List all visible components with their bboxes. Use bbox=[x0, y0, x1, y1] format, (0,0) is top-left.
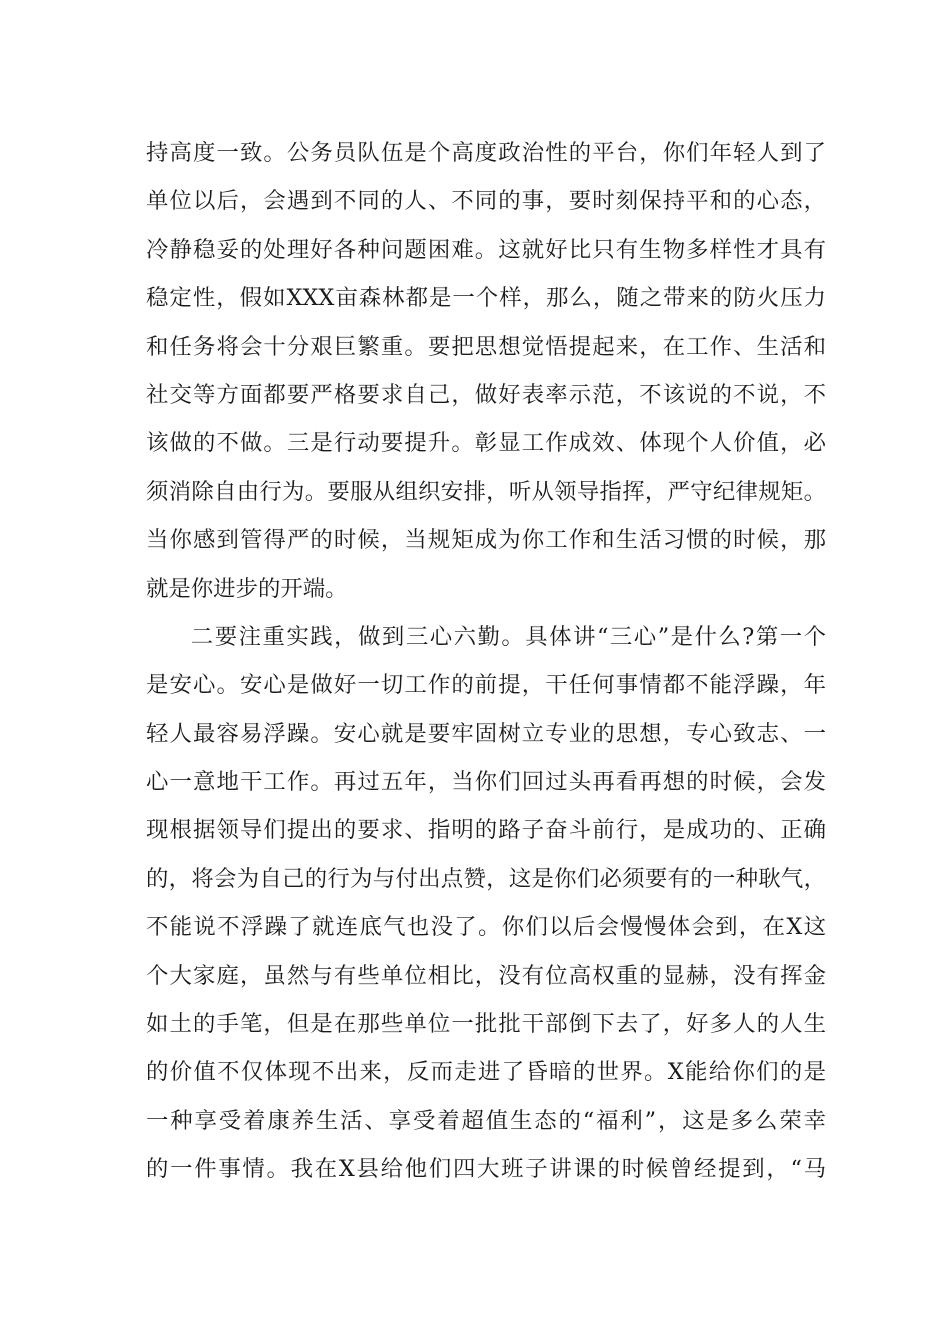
text-line: 现根据领导们提出的要求、指明的路子奋斗前行，是成功的、正确 bbox=[146, 817, 826, 844]
text-line: 单位以后，会遇到不同的人、不同的事，要时刻保持平和的心态， bbox=[146, 188, 826, 215]
text-line: 冷静稳妥的处理好各种问题困难。这就好比只有生物多样性才具有 bbox=[146, 236, 826, 263]
text-line: 的，将会为自己的行为与付出点赞，这是你们必须要有的一种耿气， bbox=[146, 865, 826, 892]
text-line: 稳定性，假如XXX亩森林都是一个样，那么，随之带来的防火压力 bbox=[146, 285, 826, 312]
text-line: 的一件事情。我在X县给他们四大班子讲课的时候曾经提到，“马 bbox=[146, 1156, 826, 1183]
paragraph-2 bbox=[146, 613, 826, 1194]
text-line: 持高度一致。公务员队伍是个高度政治性的平台，你们年轻人到了 bbox=[146, 140, 826, 166]
text-line: 一种享受着康养生活、享受着超值生态的“福利”，这是多么荣幸 bbox=[146, 1107, 826, 1134]
text-line: 社交等方面都要严格要求自己，做好表率示范，不该说的不说，不 bbox=[146, 381, 826, 408]
text-line: 二要注重实践，做到三心六勤。具体讲“三心”是什么?第一个 bbox=[190, 623, 826, 650]
text-line: 当你感到管得严的时候，当规矩成为你工作和生活习惯的时候，那 bbox=[146, 527, 826, 554]
text-line: 个大家庭，虽然与有些单位相比，没有位高权重的显赫，没有挥金 bbox=[146, 962, 826, 989]
text-line: 是安心。安心是做好一切工作的前提，干任何事情都不能浮躁，年 bbox=[146, 672, 826, 699]
text-line: 不能说不浮躁了就连底气也没了。你们以后会慢慢体会到，在X这 bbox=[146, 914, 826, 941]
text-line: 须消除自由行为。要服从组织安排，听从领导指挥，严守纪律规矩。 bbox=[146, 478, 826, 505]
text-line: 心一意地干工作。再过五年，当你们回过头再看再想的时候，会发 bbox=[146, 769, 826, 796]
text-line: 的价值不仅体现不出来，反而走进了昏暗的世界。X能给你们的是 bbox=[146, 1059, 826, 1086]
text-line: 就是你进步的开端。 bbox=[146, 575, 348, 602]
document-body bbox=[146, 129, 826, 1194]
text-line: 和任务将会十分艰巨繁重。要把思想觉悟提起来，在工作、生活和 bbox=[146, 333, 826, 360]
text-line: 轻人最容易浮躁。安心就是要牢固树立专业的思想，专心致志、一 bbox=[146, 720, 826, 747]
text-line: 如土的手笔，但是在那些单位一批批干部倒下去了，好多人的人生 bbox=[146, 1011, 826, 1038]
paragraph-1 bbox=[146, 129, 826, 613]
text-line: 该做的不做。三是行动要提升。彰显工作成效、体现个人价值，必 bbox=[146, 430, 826, 457]
